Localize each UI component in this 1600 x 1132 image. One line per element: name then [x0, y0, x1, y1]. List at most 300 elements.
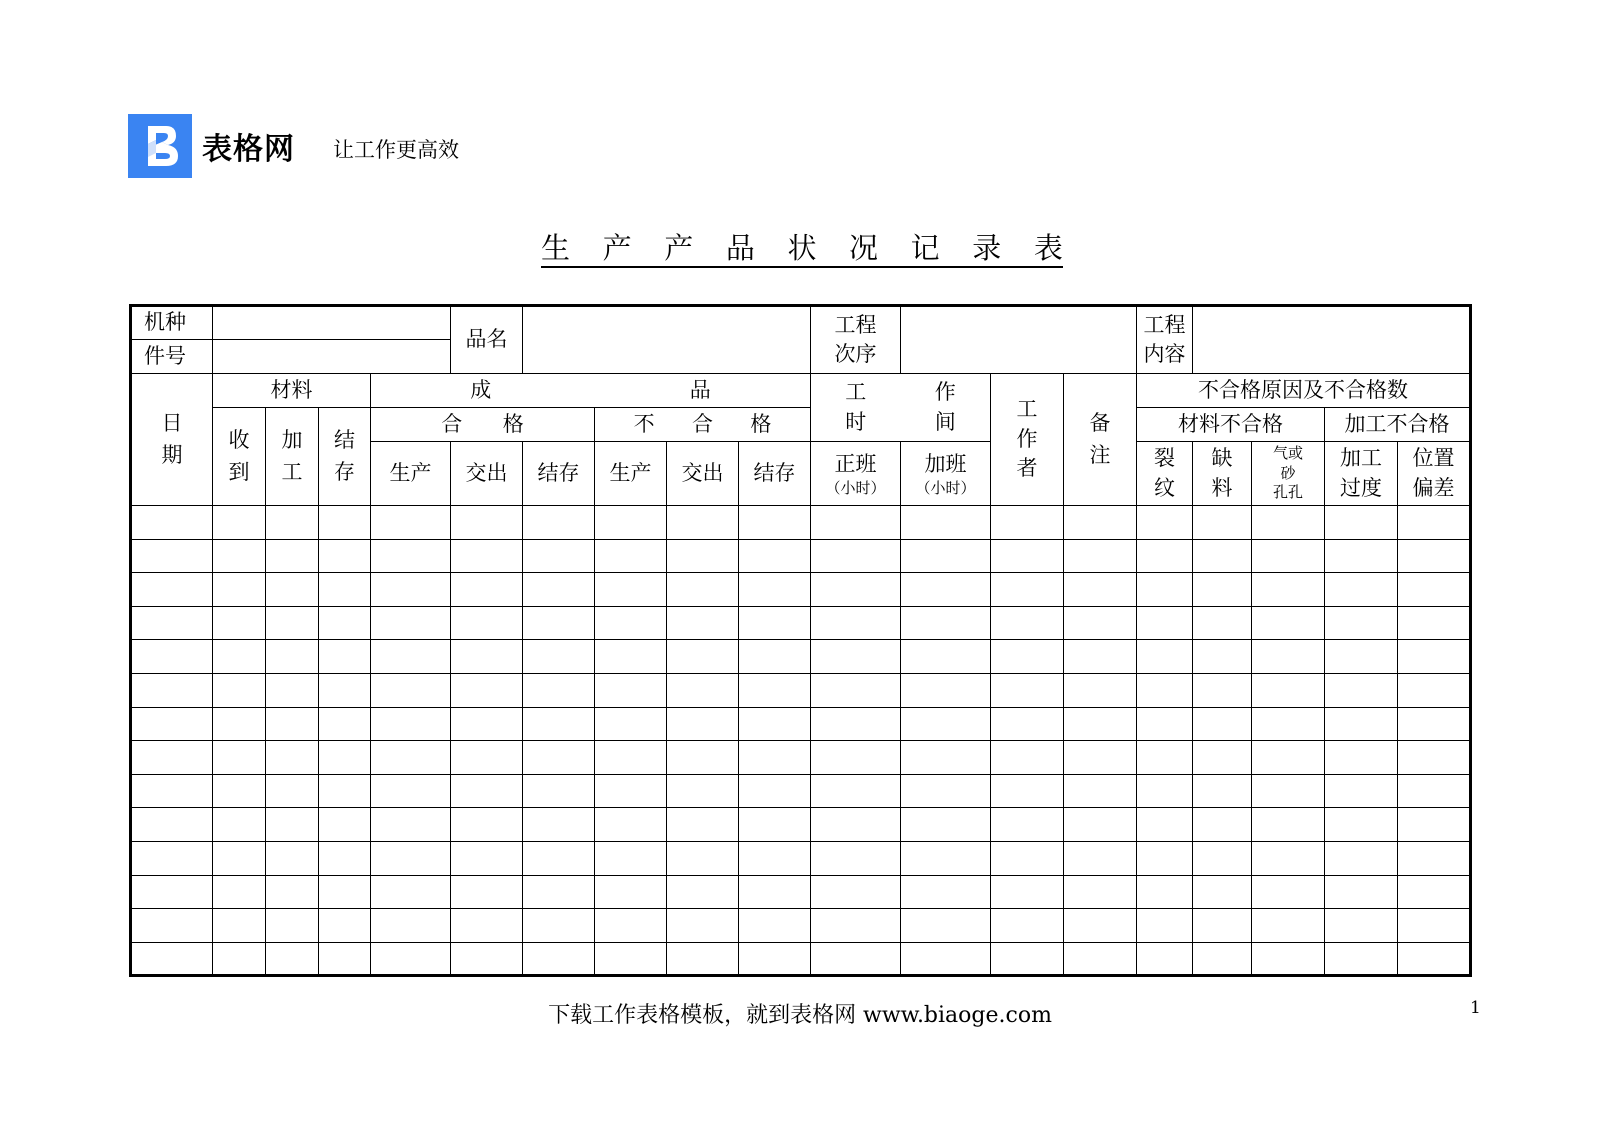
table-cell[interactable]	[319, 573, 371, 607]
table-cell[interactable]	[595, 707, 667, 741]
table-cell[interactable]	[667, 673, 739, 707]
table-cell[interactable]	[451, 573, 523, 607]
table-cell[interactable]	[667, 909, 739, 943]
table-cell[interactable]	[991, 606, 1064, 640]
table-cell[interactable]	[1398, 741, 1471, 775]
table-cell[interactable]	[451, 841, 523, 875]
title-char: 状	[787, 231, 817, 265]
table-cell[interactable]	[451, 506, 523, 540]
title-char: 录	[972, 231, 1002, 265]
table-cell[interactable]	[131, 875, 213, 909]
table-cell[interactable]	[523, 707, 595, 741]
table-cell[interactable]	[811, 673, 901, 707]
table-cell[interactable]	[901, 506, 991, 540]
table-cell[interactable]	[667, 640, 739, 674]
table-cell[interactable]	[1137, 808, 1193, 842]
table-cell[interactable]	[901, 606, 991, 640]
table-cell[interactable]	[1398, 774, 1471, 808]
table-cell[interactable]	[451, 673, 523, 707]
table-cell[interactable]	[667, 707, 739, 741]
table-cell[interactable]	[451, 606, 523, 640]
table-cell[interactable]	[266, 942, 319, 976]
table-cell[interactable]	[1325, 841, 1398, 875]
table-cell[interactable]	[523, 808, 595, 842]
table-cell[interactable]	[901, 673, 991, 707]
table-cell[interactable]	[1252, 841, 1325, 875]
table-cell[interactable]	[1252, 606, 1325, 640]
table-cell[interactable]	[1398, 909, 1471, 943]
table-cell[interactable]	[1398, 841, 1471, 875]
table-cell[interactable]	[1325, 707, 1398, 741]
table-cell[interactable]	[739, 741, 811, 775]
table-cell[interactable]	[131, 808, 213, 842]
table-cell[interactable]	[1137, 942, 1193, 976]
table-cell[interactable]	[371, 573, 451, 607]
table-cell[interactable]	[811, 774, 901, 808]
page-title	[541, 226, 1063, 268]
table-cell[interactable]	[1137, 606, 1193, 640]
table-cell[interactable]	[739, 539, 811, 573]
table-cell[interactable]	[266, 774, 319, 808]
table-cell[interactable]	[319, 640, 371, 674]
table-cell[interactable]	[1064, 741, 1137, 775]
table-cell[interactable]	[131, 539, 213, 573]
table-cell[interactable]	[1137, 506, 1193, 540]
table-cell[interactable]	[1325, 942, 1398, 976]
table-cell[interactable]	[213, 808, 266, 842]
table-cell[interactable]	[811, 539, 901, 573]
table-cell[interactable]	[991, 909, 1064, 943]
shoudao-header: 收 到	[213, 408, 266, 506]
table-cell[interactable]	[523, 741, 595, 775]
table-cell[interactable]	[811, 640, 901, 674]
table-cell[interactable]	[213, 741, 266, 775]
table-cell[interactable]	[1064, 673, 1137, 707]
table-cell[interactable]	[1193, 606, 1252, 640]
table-cell[interactable]	[811, 506, 901, 540]
table-cell[interactable]	[1064, 707, 1137, 741]
table-cell[interactable]	[319, 875, 371, 909]
jiecun-header: 结 存	[319, 408, 371, 506]
table-cell[interactable]	[266, 606, 319, 640]
table-cell[interactable]	[1398, 573, 1471, 607]
table-cell[interactable]	[131, 942, 213, 976]
jizhong-value[interactable]	[213, 306, 451, 340]
table-cell[interactable]	[595, 573, 667, 607]
table-cell[interactable]	[371, 741, 451, 775]
table-cell[interactable]	[811, 808, 901, 842]
table-cell[interactable]	[451, 741, 523, 775]
table-cell[interactable]	[1398, 875, 1471, 909]
table-cell[interactable]	[991, 673, 1064, 707]
table-cell[interactable]	[131, 909, 213, 943]
table-cell[interactable]	[901, 573, 991, 607]
table-cell[interactable]	[451, 539, 523, 573]
table-cell[interactable]	[319, 808, 371, 842]
jiagong-buhege-header: 加工不合格	[1325, 408, 1471, 442]
table-cell[interactable]	[901, 640, 991, 674]
table-cell[interactable]	[451, 942, 523, 976]
table-cell[interactable]	[1325, 573, 1398, 607]
table-cell[interactable]	[1137, 673, 1193, 707]
table-cell[interactable]	[1398, 942, 1471, 976]
table-cell[interactable]	[991, 841, 1064, 875]
buhege-yuanyin-header: 不合格原因及不合格数	[1137, 374, 1471, 408]
table-cell[interactable]	[131, 640, 213, 674]
table-cell[interactable]	[319, 606, 371, 640]
table-cell[interactable]	[811, 909, 901, 943]
table-cell[interactable]	[811, 942, 901, 976]
table-cell[interactable]	[266, 707, 319, 741]
table-cell[interactable]	[371, 606, 451, 640]
table-cell[interactable]	[1137, 909, 1193, 943]
table-cell[interactable]	[739, 808, 811, 842]
table-cell[interactable]	[991, 506, 1064, 540]
table-cell[interactable]	[1252, 774, 1325, 808]
table-cell[interactable]	[1064, 909, 1137, 943]
table-cell[interactable]	[739, 774, 811, 808]
table-cell[interactable]	[1252, 673, 1325, 707]
table-cell[interactable]	[991, 741, 1064, 775]
table-cell[interactable]	[1137, 741, 1193, 775]
table-cell[interactable]	[1193, 707, 1252, 741]
table-cell[interactable]	[213, 673, 266, 707]
table-cell[interactable]	[213, 573, 266, 607]
gongcheng-neirong-value[interactable]	[1193, 306, 1471, 374]
table-cell[interactable]	[667, 774, 739, 808]
table-cell[interactable]	[739, 573, 811, 607]
table-cell[interactable]	[1398, 640, 1471, 674]
table-cell[interactable]	[1325, 875, 1398, 909]
table-cell[interactable]	[266, 539, 319, 573]
table-cell[interactable]	[266, 841, 319, 875]
table-cell[interactable]	[1398, 808, 1471, 842]
table-cell[interactable]	[1398, 539, 1471, 573]
table-cell[interactable]	[1325, 606, 1398, 640]
table-cell[interactable]	[667, 875, 739, 909]
table-cell[interactable]	[371, 774, 451, 808]
table-cell[interactable]	[266, 673, 319, 707]
table-cell[interactable]	[1193, 774, 1252, 808]
table-cell[interactable]	[991, 573, 1064, 607]
brand-logo	[128, 114, 192, 178]
table-cell[interactable]	[523, 774, 595, 808]
table-cell[interactable]	[1193, 506, 1252, 540]
table-row	[131, 640, 1471, 674]
table-cell[interactable]	[213, 841, 266, 875]
table-cell[interactable]	[319, 942, 371, 976]
table-cell[interactable]	[319, 673, 371, 707]
table-cell[interactable]	[1193, 942, 1252, 976]
table-cell[interactable]	[901, 875, 991, 909]
table-cell[interactable]	[1252, 741, 1325, 775]
table-cell[interactable]	[811, 606, 901, 640]
table-cell[interactable]	[901, 942, 991, 976]
table-cell[interactable]	[266, 741, 319, 775]
table-cell[interactable]	[371, 942, 451, 976]
table-cell[interactable]	[319, 506, 371, 540]
table-cell[interactable]	[1325, 539, 1398, 573]
table-cell[interactable]	[739, 707, 811, 741]
table-cell[interactable]	[595, 506, 667, 540]
table-cell[interactable]	[667, 506, 739, 540]
table-cell[interactable]	[1064, 774, 1137, 808]
zhengban-header: 正班 （小时）	[811, 442, 901, 506]
table-cell[interactable]	[131, 573, 213, 607]
table-cell[interactable]	[131, 707, 213, 741]
table-cell[interactable]	[1064, 875, 1137, 909]
table-cell[interactable]	[213, 606, 266, 640]
table-cell[interactable]	[319, 741, 371, 775]
table-cell[interactable]	[1193, 875, 1252, 909]
table-cell[interactable]	[595, 539, 667, 573]
table-cell[interactable]	[811, 841, 901, 875]
table-cell[interactable]	[667, 942, 739, 976]
table-cell[interactable]	[1252, 942, 1325, 976]
table-cell[interactable]	[1252, 707, 1325, 741]
table-cell[interactable]	[901, 774, 991, 808]
table-cell[interactable]	[1137, 875, 1193, 909]
jiaochu-hege-header: 交出	[451, 442, 523, 506]
table-cell[interactable]	[901, 741, 991, 775]
table-cell[interactable]	[811, 573, 901, 607]
table-cell[interactable]	[1137, 841, 1193, 875]
queliao-header: 缺 料	[1193, 442, 1252, 506]
table-cell[interactable]	[319, 774, 371, 808]
table-cell[interactable]	[319, 539, 371, 573]
table-cell[interactable]	[901, 808, 991, 842]
table-cell[interactable]	[1252, 573, 1325, 607]
table-row	[131, 774, 1471, 808]
brand-logo-icon	[128, 114, 192, 178]
gongcheng-neirong-label: 工程 内容	[1137, 306, 1193, 374]
table-cell[interactable]	[1252, 539, 1325, 573]
table-cell[interactable]	[811, 707, 901, 741]
table-cell[interactable]	[739, 841, 811, 875]
table-cell[interactable]	[523, 573, 595, 607]
table-cell[interactable]	[213, 539, 266, 573]
table-cell[interactable]	[371, 506, 451, 540]
table-cell[interactable]	[371, 808, 451, 842]
table-row	[131, 875, 1471, 909]
table-cell[interactable]	[595, 673, 667, 707]
table-cell[interactable]	[1252, 909, 1325, 943]
hege-header: 合 格	[371, 408, 595, 442]
jiaochu-buhege-header: 交出	[667, 442, 739, 506]
table-cell[interactable]	[1193, 640, 1252, 674]
table-cell[interactable]	[1252, 640, 1325, 674]
table-cell[interactable]	[131, 841, 213, 875]
table-cell[interactable]	[451, 909, 523, 943]
table-cell[interactable]	[266, 640, 319, 674]
table-cell[interactable]	[667, 841, 739, 875]
table-cell[interactable]	[1137, 573, 1193, 607]
table-cell[interactable]	[523, 539, 595, 573]
table-cell[interactable]	[667, 741, 739, 775]
table-cell[interactable]	[451, 640, 523, 674]
table-cell[interactable]	[1064, 539, 1137, 573]
table-row	[131, 506, 1471, 540]
table-cell[interactable]	[901, 909, 991, 943]
table-cell[interactable]	[739, 640, 811, 674]
table-cell[interactable]	[371, 909, 451, 943]
table-cell[interactable]	[991, 808, 1064, 842]
table-cell[interactable]	[131, 606, 213, 640]
table-cell[interactable]	[523, 942, 595, 976]
pinming-value[interactable]	[523, 306, 811, 374]
table-cell[interactable]	[991, 875, 1064, 909]
table-cell[interactable]	[319, 707, 371, 741]
table-cell[interactable]	[1137, 640, 1193, 674]
table-cell[interactable]	[595, 808, 667, 842]
table-cell[interactable]	[266, 808, 319, 842]
brand-name: 表格网	[202, 132, 295, 167]
table-cell[interactable]	[991, 942, 1064, 976]
table-cell[interactable]	[371, 640, 451, 674]
cailiao-buhege-header: 材料不合格	[1137, 408, 1325, 442]
table-cell[interactable]	[1193, 539, 1252, 573]
table-cell[interactable]	[319, 841, 371, 875]
table-cell[interactable]	[371, 707, 451, 741]
table-cell[interactable]	[1398, 506, 1471, 540]
chengpin-header: 成 品	[371, 374, 811, 408]
table-cell[interactable]	[371, 841, 451, 875]
table-cell[interactable]	[1193, 808, 1252, 842]
table-cell[interactable]	[739, 506, 811, 540]
table-cell[interactable]	[595, 909, 667, 943]
table-cell[interactable]	[131, 673, 213, 707]
table-cell[interactable]	[595, 640, 667, 674]
table-cell[interactable]	[1398, 606, 1471, 640]
table-cell[interactable]	[739, 673, 811, 707]
table-cell[interactable]	[371, 875, 451, 909]
table-cell[interactable]	[213, 875, 266, 909]
table-cell[interactable]	[739, 942, 811, 976]
table-cell[interactable]	[1064, 942, 1137, 976]
shengchan-buhege-header: 生产	[595, 442, 667, 506]
jiagong-header: 加 工	[266, 408, 319, 506]
table-cell[interactable]	[131, 506, 213, 540]
table-cell[interactable]	[1137, 707, 1193, 741]
table-cell[interactable]	[213, 640, 266, 674]
table-cell[interactable]	[811, 741, 901, 775]
table-cell[interactable]	[451, 707, 523, 741]
table-cell[interactable]	[1325, 909, 1398, 943]
table-cell[interactable]	[131, 741, 213, 775]
table-cell[interactable]	[523, 640, 595, 674]
brand-slogan: 让工作更高效	[333, 138, 459, 162]
jianhao-value[interactable]	[213, 340, 451, 374]
table-cell[interactable]	[1325, 808, 1398, 842]
table-cell[interactable]	[1064, 841, 1137, 875]
table-cell[interactable]	[266, 875, 319, 909]
table-cell[interactable]	[523, 506, 595, 540]
table-cell[interactable]	[595, 774, 667, 808]
table-cell[interactable]	[523, 875, 595, 909]
table-cell[interactable]	[213, 506, 266, 540]
table-cell[interactable]	[1193, 909, 1252, 943]
table-cell[interactable]	[667, 808, 739, 842]
table-cell[interactable]	[131, 774, 213, 808]
table-cell[interactable]	[1137, 539, 1193, 573]
production-record-table	[129, 304, 1472, 977]
table-cell[interactable]	[451, 774, 523, 808]
table-cell[interactable]	[739, 606, 811, 640]
table-cell[interactable]	[1137, 774, 1193, 808]
table-cell[interactable]	[1193, 573, 1252, 607]
table-cell[interactable]	[901, 841, 991, 875]
table-cell[interactable]	[213, 707, 266, 741]
table-cell[interactable]	[1325, 640, 1398, 674]
table-cell[interactable]	[595, 841, 667, 875]
table-cell[interactable]	[266, 909, 319, 943]
table-cell[interactable]	[901, 707, 991, 741]
gongcheng-cixu-value[interactable]	[901, 306, 1137, 374]
table-cell[interactable]	[667, 539, 739, 573]
table-cell[interactable]	[1252, 808, 1325, 842]
title-char: 记	[910, 231, 940, 265]
table-cell[interactable]	[451, 875, 523, 909]
table-cell[interactable]	[667, 573, 739, 607]
table-cell[interactable]	[371, 539, 451, 573]
table-cell[interactable]	[991, 707, 1064, 741]
table-cell[interactable]	[319, 909, 371, 943]
table-cell[interactable]	[1064, 640, 1137, 674]
table-cell[interactable]	[1193, 841, 1252, 875]
table-cell[interactable]	[1398, 707, 1471, 741]
table-cell[interactable]	[991, 640, 1064, 674]
gongzuo-shijian-header: 工 作 时 间	[811, 374, 991, 442]
table-cell[interactable]	[213, 909, 266, 943]
table-cell[interactable]	[371, 673, 451, 707]
table-cell[interactable]	[667, 606, 739, 640]
table-cell[interactable]	[1064, 573, 1137, 607]
table-cell[interactable]	[523, 606, 595, 640]
table-cell[interactable]	[1193, 673, 1252, 707]
table-cell[interactable]	[523, 909, 595, 943]
table-cell[interactable]	[1325, 774, 1398, 808]
table-cell[interactable]	[1325, 506, 1398, 540]
table-cell[interactable]	[739, 875, 811, 909]
table-cell[interactable]	[1325, 741, 1398, 775]
table-cell[interactable]	[1193, 741, 1252, 775]
table-cell[interactable]	[1252, 506, 1325, 540]
table-cell[interactable]	[595, 875, 667, 909]
table-cell[interactable]	[595, 741, 667, 775]
table-cell[interactable]	[1064, 506, 1137, 540]
table-cell[interactable]	[1398, 673, 1471, 707]
table-cell[interactable]	[811, 875, 901, 909]
table-cell[interactable]	[739, 909, 811, 943]
table-cell[interactable]	[991, 539, 1064, 573]
table-cell[interactable]	[1252, 875, 1325, 909]
table-cell[interactable]	[523, 841, 595, 875]
table-cell[interactable]	[523, 673, 595, 707]
table-cell[interactable]	[266, 573, 319, 607]
table-cell[interactable]	[595, 606, 667, 640]
table-cell[interactable]	[213, 774, 266, 808]
table-cell[interactable]	[1064, 606, 1137, 640]
table-cell[interactable]	[901, 539, 991, 573]
table-cell[interactable]	[595, 942, 667, 976]
table-cell[interactable]	[991, 774, 1064, 808]
table-cell[interactable]	[213, 942, 266, 976]
table-cell[interactable]	[451, 808, 523, 842]
table-cell[interactable]	[1064, 808, 1137, 842]
table-cell[interactable]	[266, 506, 319, 540]
table-cell[interactable]	[1325, 673, 1398, 707]
table-row	[131, 573, 1471, 607]
